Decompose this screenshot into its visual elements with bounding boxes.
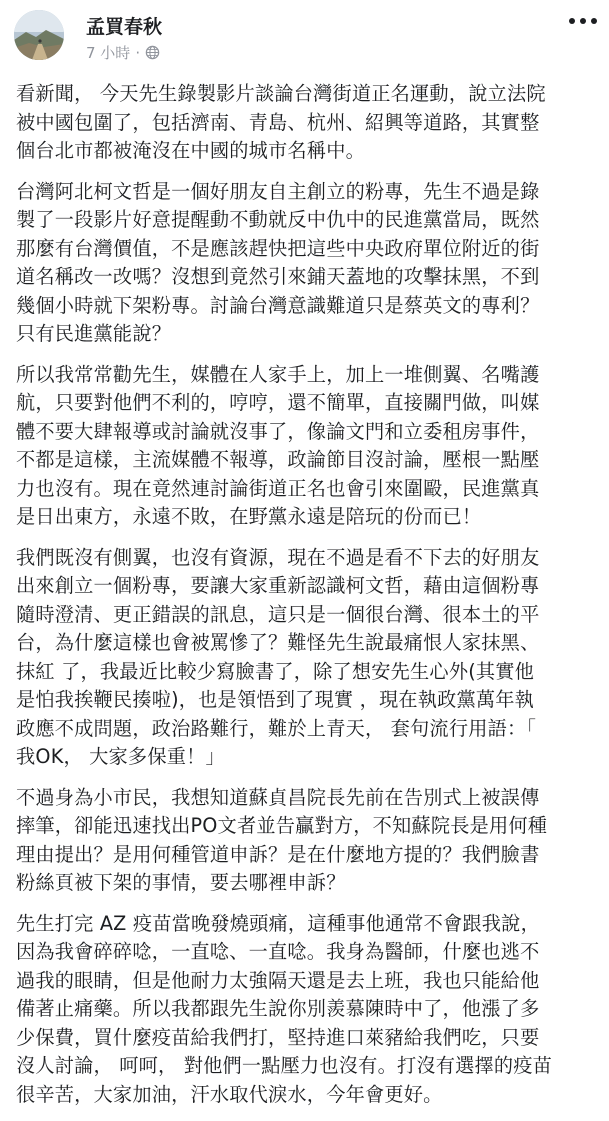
post-meta: [86, 42, 160, 63]
post-paragraph: 看新聞， 今天先生錄製影片談論台灣街道正名運動，說立法院 被中國包圍了，包括濟南、青島、杭州、紹興等道路，其實整 個台北市都被淹沒在中國的城市名稱中。: [16, 82, 546, 162]
post-header: [0, 0, 609, 70]
post-paragraph: 所以我常常勸先生，媒體在人家手上，加上一堆側翼、名嘴護 航，只要對他們不利的，哼哼，還不簡單，直接關門做，叫媒 體不要大肆報導或討論就沒事了，像論文門和立委租房事件， 不都是這樣，主流媒體不報導，政論節目沒討論，壓根一點壓 力也沒有。現在竟然連討論街道正名也會引來圍毆，民進黨真 是日出東方，永遠不敗，在野黨永遠是陪玩的份而已！: [16, 362, 540, 528]
avatar[interactable]: [14, 10, 64, 60]
avatar-landscape-image: [14, 10, 64, 60]
globe-icon: [145, 45, 160, 60]
author-name[interactable]: 孟買春秋: [86, 16, 163, 38]
meta-separator: ·: [135, 43, 141, 62]
post-paragraph: 不過身為小市民，我想知道蘇貞昌院長先前在告別式上被誤傳 摔筆，卻能迅速找出PO文者並告贏對方，不知蘇院長是用何種 理由提出？是用何種管道申訴？是在什麼地方提的？我們臉書 粉絲頁被下架的事情，要去哪裡申訴？: [16, 785, 548, 894]
timestamp[interactable]: 7 小時: [86, 44, 131, 62]
more-options-icon[interactable]: [569, 18, 597, 24]
post-body: [0, 80, 609, 1121]
post-paragraph: 台灣阿北柯文哲是一個好朋友自主創立的粉專，先生不過是錄 製了一段影片好意提醒動不動就反中仇中的民進黨當局，既然 那麼有台灣價值，不是應該趕快把這些中央政府單位附近的街 道名稱改一改嗎？沒想到竟然引來鋪天蓋地的攻擊抹黑，不到 幾個小時就下架粉專。討論台灣意識難道只是蔡英文的專利？ 只有民進黨能說？: [16, 179, 540, 345]
post-paragraph: 我們既沒有側翼，也沒有資源，現在不過是看不下去的好朋友 出來創立一個粉專，要讓大家重新認識柯文哲，藉由這個粉專 隨時澄清、更正錯誤的訊息，這只是一個很台灣、很本土的平 台，為什麼這樣也會被罵慘了？難怪先生說最痛恨人家抹黑、 抹紅 了，我最近比較少寫臉書了，除了想安先生心外(其實他 是怕我挨鞭民揍啦)，也是領悟到了現實 ，現在執政黨萬年執 政應不成問題，政治路難行，難於上青天， 套句流行用語：「 我OK， 大家多保重！」: [16, 545, 540, 768]
post-paragraph: 先生打完 AZ 疫苗當晚發燒頭痛，這種事他通常不會跟我說， 因為我會碎碎唸，一直唸、一直唸。我身為醫師，什麼也逃不 過我的眼睛，但是他耐力太強隔天還是去上班，我也只能給他 備著止痛藥。所以我都跟先生說你別羨慕陳時中了，他漲了多 少保費，買什麼疫苗給我們打，堅持進口萊豬給我們吃，只要 沒人討論， 呵呵， 對他們一點壓力也沒有。打沒有選擇的疫苗 很辛苦，大家加油，汗水取代淚水，今年會更好。: [16, 911, 553, 1106]
